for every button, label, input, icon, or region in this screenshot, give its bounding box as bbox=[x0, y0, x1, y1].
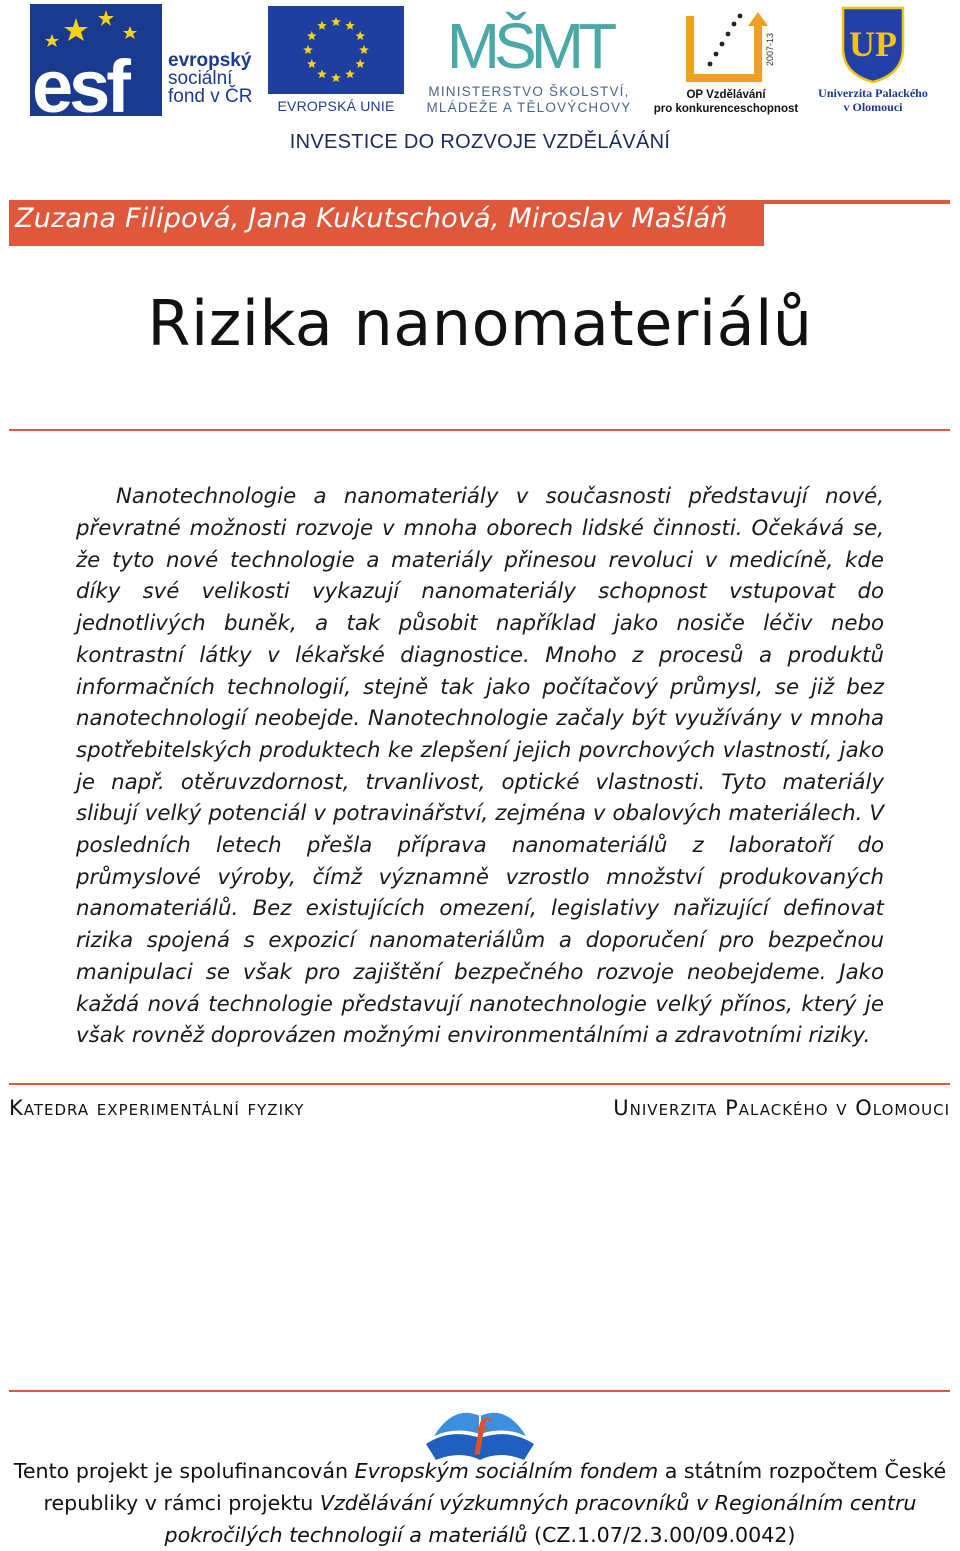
eu-flag-icon bbox=[268, 4, 404, 96]
slogan: INVESTICE DO ROZVOJE VZDĚLÁVÁNÍ bbox=[289, 131, 671, 153]
esf-caption-line: evropský bbox=[168, 50, 252, 71]
up-logo bbox=[808, 4, 938, 116]
msmt-logo bbox=[412, 4, 646, 116]
svg-text:2007-13: 2007-13 bbox=[765, 32, 775, 66]
esf-logo bbox=[30, 4, 262, 116]
msmt-line: MINISTERSTVO ŠKOLSTVÍ, bbox=[428, 84, 630, 99]
up-caption-line: Univerzita Palackého bbox=[818, 86, 928, 100]
university: Univerzita Palackého v Olomouci bbox=[613, 1096, 950, 1120]
funding-notice bbox=[0, 1455, 960, 1551]
project-code: (CZ.1.07/2.3.00/09.0042) bbox=[527, 1523, 796, 1547]
svg-text:UP: UP bbox=[849, 24, 897, 64]
op-logo bbox=[650, 4, 802, 116]
svg-text:MŠMT: MŠMT bbox=[446, 10, 612, 82]
divider bbox=[9, 1390, 950, 1392]
funding-text: a státním rozpočtem České republiky v rámci projektu bbox=[43, 1459, 947, 1515]
project-name: Vzdělávání výzkumných pracovníků v Regionálním centru pokročilých technologií a materiálů bbox=[164, 1491, 917, 1547]
esf-caption-line: sociální bbox=[168, 68, 233, 89]
divider bbox=[9, 429, 950, 431]
author-rule bbox=[764, 200, 950, 204]
esf-caption bbox=[168, 52, 252, 106]
svg-text:f: f bbox=[474, 1410, 488, 1455]
page-title: Rizika nanomateriálů bbox=[147, 287, 813, 360]
up-caption-line: v Olomouci bbox=[843, 100, 903, 114]
esf-caption-line: fond v ČR bbox=[168, 86, 253, 107]
msmt-monogram-icon bbox=[412, 4, 646, 84]
divider bbox=[9, 1083, 950, 1085]
funding-text-emph: Evropským sociálním fondem bbox=[354, 1459, 659, 1483]
eu-caption: EVROPSKÁ UNIE bbox=[277, 98, 395, 114]
msmt-line: MLÁDEŽE A TĚLOVÝCHOVY bbox=[426, 100, 632, 115]
up-shield-icon bbox=[808, 4, 938, 84]
department: Katedra experimentální fyziky bbox=[9, 1096, 305, 1120]
abstract: Nanotechnologie a nanomateriály v současnosti představují nové, převratné možnosti rozvoje v mnoha oborech lidské činnosti. Očekává se, že tyto nové technologie a materiály přinesou revoluci v medicíně, kde díky své velikosti vykazují nanomateriály schopnost vstupovat do jednotlivých buněk, a tak působit například jako nosiče léčiv nebo kontrastní látky v lékařské diagnostice. Mnoho z procesů a produktů informačních technologií, stejně tak jako počítačový průmysl, se již bez nanotechnologií neobejde. Nanotechnologie začaly být využívány v mnoha spotřebitelských produktech ke zlepšení jejich povrchových vlastností, jako je např. otěruvzdornost, trvanlivost, optické vlastnosti. Tyto materiály slibují velký potenciál v potravinářství, zejména v obalových materiálech. V posledních letech přešla příprava nanomateriálů z laboratoří do průmyslové výroby, čímž významně vzrostlo množství produkovaných nanomateriálů. Bez existujících omezení, legislativy nařizující definovat rizika spojená s expozicí nanomateriálům a doporučení pro bezpečnou manipulaci se však pro zajištění bezpečného rozvoje neobejdeme. Jako každá nová technologie představují nanotechnologie velký přínos, který je však rovněž doprovázen možnými environmentálními a zdravotními riziky. bbox=[76, 484, 884, 1049]
authors: Zuzana Filipová, Jana Kukutschová, Miroslav Mašláň bbox=[15, 203, 728, 234]
eu-logo bbox=[268, 4, 404, 116]
op-arrow-icon bbox=[650, 4, 802, 88]
op-caption-line: pro konkurenceschopnost bbox=[653, 103, 799, 115]
svg-text:esf: esf bbox=[32, 45, 127, 116]
funding-text: Tento projekt je spolufinancován bbox=[13, 1459, 355, 1483]
op-caption-line: OP Vzdělávání bbox=[686, 89, 766, 101]
